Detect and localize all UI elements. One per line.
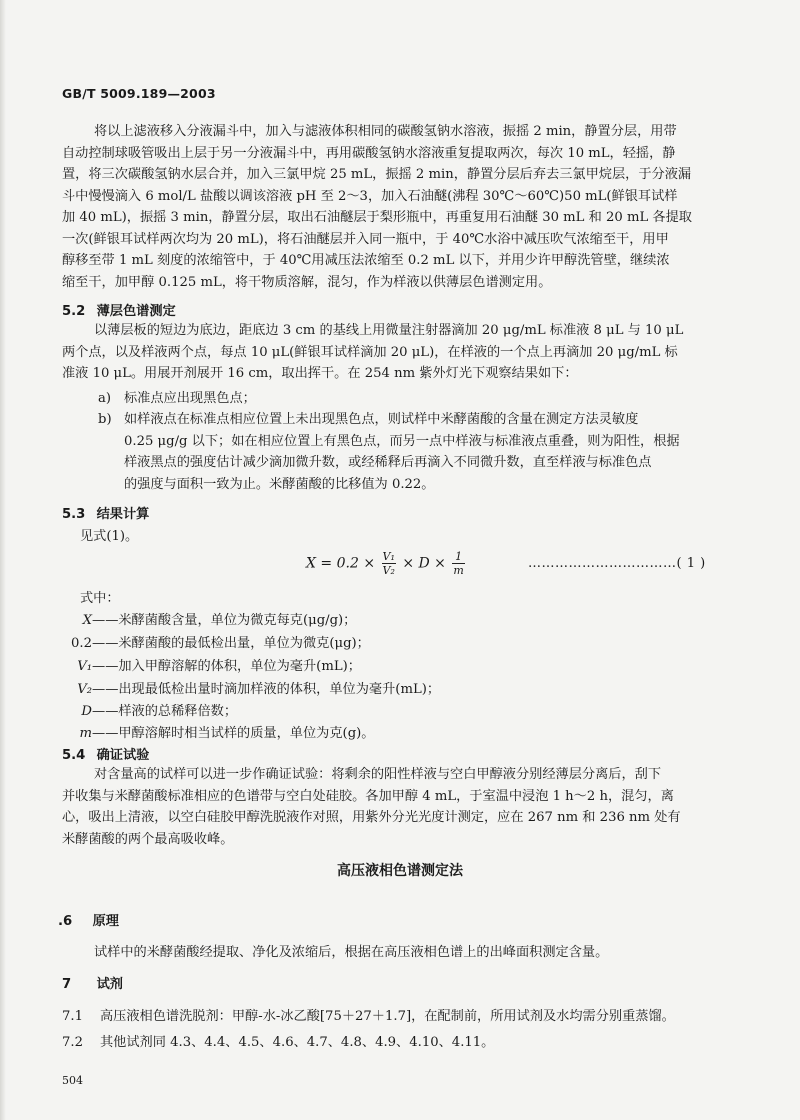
section-heading-5-3 (62, 503, 149, 522)
section-title: 试剂 (96, 977, 123, 992)
variable-description: ——米酵菌酸的最低检出量，单位为微克(μg)； (92, 636, 370, 651)
formula-number: ……………………………( 1 ) (528, 556, 706, 571)
text-line: 置，将三次碳酸氢钠水层合并，加入三氯甲烷 25 mL，振摇 2 min，静置分层后弃去三氯甲烷层，于分液漏 (62, 167, 692, 182)
section-heading-5-4 (62, 744, 149, 763)
text-line: 米酵菌酸的两个最高吸收峰。 (62, 831, 234, 847)
reagent-number: 7.2 (62, 1035, 83, 1050)
section-title: 结果计算 (96, 507, 150, 522)
variable-symbol: 0.2 (71, 636, 92, 651)
principle-text: 试样中的米酵菌酸经提取、净化及浓缩后，根据在高压液相色谱上的出峰面积测定含量。 (94, 945, 609, 960)
text-line: 自动控制球吸管吸出上层于另一分液漏斗中，再用碳酸氢钠水溶液重复提取两次，每次 10 mL，轻摇，静 (62, 145, 676, 161)
formula-1 (306, 550, 467, 577)
text-line: 心，吸出上清液，以空白硅胶甲醇洗脱液作对照，用紫外分光光度计测定，应在 267 nm 和 236 nm 处有 (62, 810, 681, 825)
text-line: 如样液点在标准点相应位置上未出现黑色点，则试样中米酵菌酸的含量在测定方法灵敏度 (124, 412, 639, 427)
standard-number-header: GB/T 5009.189—2003 (62, 86, 216, 101)
text-line: 准液 10 μL。用展开剂展开 16 cm，取出挥干。在 254 nm 紫外灯光下观察结果如下： (62, 366, 578, 381)
fraction-one-over-m (452, 550, 464, 577)
variable-definition (38, 700, 237, 719)
text-line: 0.25 μg/g 以下；如在相应位置上有黑色点，而另一点中样液与标准液点重叠，则为阳性，根据 (124, 433, 680, 449)
text-line: 的强度与面积一致为止。米酵菌酸的比移值为 0.22。 (124, 476, 435, 492)
variable-symbol: X (82, 613, 92, 628)
text-line: 标准点应出现黑色点； (124, 391, 256, 406)
page-number: 504 (62, 1074, 83, 1087)
text-line: 醇移至带 1 mL 刻度的浓缩管中，于 40℃用减压法浓缩至 0.2 mL 以下，并用少许甲醇洗管壁，继续浓 (62, 253, 670, 268)
reagent-7-2 (62, 1031, 494, 1050)
reagent-text: 高压液相色谱洗脱剂：甲醇-水-冰乙酸[75＋27＋1.7]，在配制前，所用试剂及水均需分别重蒸馏。 (100, 1009, 675, 1024)
section-heading-7 (62, 973, 123, 992)
section-number: .6 (58, 914, 73, 929)
reagent-7-1 (62, 1005, 675, 1024)
section-number: 7 (62, 977, 72, 992)
fraction-numerator: 1 (452, 550, 464, 564)
text-line: 并收集与米酵菌酸标准相应的色谱带与空白处硅胶。各加甲醇 4 mL，于室温中浸泡 1 h～2 h，混匀，离 (62, 788, 674, 804)
reagent-number: 7.1 (62, 1009, 83, 1024)
text-line: 一次(鲜银耳试样两次均为 20 mL)，将石油醚层并入同一瓶中，于 40℃水浴中减压吹气浓缩至干，用甲 (62, 231, 669, 247)
paragraph-confirmation (62, 764, 726, 850)
variable-symbol: m (79, 726, 92, 741)
variable-definition (38, 722, 374, 741)
variable-description: ——甲醇溶解时相当试样的质量，单位为克(g)。 (92, 726, 375, 741)
list-label: b) (98, 412, 112, 427)
section-heading-5-2 (62, 300, 176, 319)
list-item-a (98, 388, 726, 410)
paragraph-tlc (62, 320, 726, 385)
variable-description: ——样液的总稀释倍数； (92, 704, 238, 719)
variable-symbol: V₂ (77, 682, 92, 697)
variable-definition (38, 632, 370, 651)
formula-lhs: X = 0.2 × (306, 555, 376, 572)
list-item-b (98, 409, 726, 495)
variable-symbol: V₁ (77, 659, 92, 674)
section-heading-6 (58, 910, 119, 929)
variable-definition (38, 609, 356, 628)
see-formula-text: 见式(1)。 (80, 529, 139, 544)
variable-definition (38, 678, 440, 697)
text-line: 两个点，以及样液两个点，每点 10 μL(鲜银耳试样滴加 20 μL)，在样液的一个点上再滴加 20 μg/mL 标 (62, 344, 678, 360)
section-number: 5.3 (62, 507, 86, 522)
list-label: a) (98, 391, 112, 406)
text-line: 将以上滤液移入分液漏斗中，加入与滤液体积相同的碳酸氢钠水溶液，振摇 2 min，静置分层，用带 (94, 124, 677, 139)
fraction-denominator: m (453, 564, 464, 577)
text-line: 斗中慢慢滴入 6 mol/L 盐酸以调该溶液 pH 至 2～3，加入石油醚(沸程 30℃～60℃)50 mL(鲜银耳试样 (62, 188, 678, 204)
section-number: 5.2 (62, 304, 86, 319)
text-line: 加 40 mL)，振摇 3 min，静置分层，取出石油醚层于梨形瓶中，再重复用石油醚 30 mL 和 20 mL 各提取 (62, 210, 692, 225)
fraction-denominator: V₂ (382, 564, 395, 577)
section-title: 确证试验 (96, 748, 150, 763)
fraction-v1-v2 (382, 550, 396, 577)
variable-description: ——米酵菌酸含量，单位为微克每克(μg/g)； (92, 613, 357, 628)
variable-description: ——加入甲醇溶解的体积，单位为毫升(mL)； (92, 659, 361, 674)
method-title: 高压液相色谱测定法 (337, 863, 463, 879)
section-title: 原理 (92, 914, 119, 929)
text-line: 样液黑点的强度估计减少滴加微升数，或经稀释后再滴入不同微升数，直至样液与标准色点 (124, 455, 652, 470)
text-line: 对含量高的试样可以进一步作确证试验：将剩余的阳性样液与空白甲醇液分别经薄层分离后，刮下 (94, 767, 662, 782)
fraction-numerator: V₁ (382, 550, 395, 563)
variable-description: ——出现最低检出量时滴加样液的体积，单位为毫升(mL)； (92, 682, 441, 697)
section-title: 薄层色谱测定 (96, 304, 176, 319)
paragraph-extraction (62, 121, 726, 293)
where-label: 式中： (80, 591, 120, 606)
variable-symbol: D (81, 704, 92, 719)
reagent-text: 其他试剂同 4.3、4.4、4.5、4.6、4.7、4.8、4.9、4.10、4.11。 (100, 1035, 495, 1050)
variable-definition (38, 655, 361, 674)
section-number: 5.4 (62, 748, 86, 763)
formula-middle: × D × (402, 555, 446, 572)
text-line: 缩至干，加甲醇 0.125 mL，将干物质溶解，混匀，作为样液以供薄层色谱测定用。 (62, 274, 552, 290)
text-line: 以薄层板的短边为底边，距底边 3 cm 的基线上用微量注射器滴加 20 μg/mL 标准液 8 μL 与 10 μL (94, 323, 684, 338)
scan-edge-shadow (0, 0, 6, 1120)
